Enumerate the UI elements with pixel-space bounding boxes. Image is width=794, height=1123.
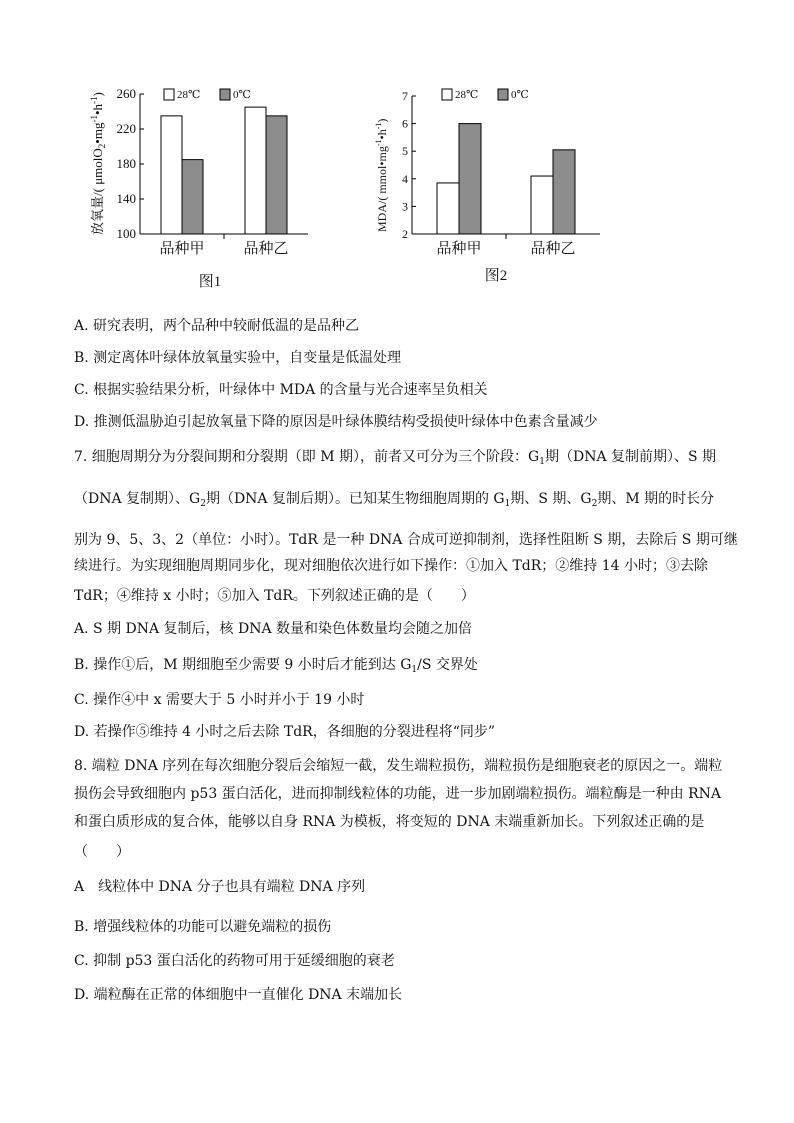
fig1-y-tick-label: 100 <box>116 226 136 241</box>
q7-stem-line-1: 7. 细胞周期分为分裂间期和分裂期（即 M 期），前者又可分为三个阶段：$G_1$期（DNA 复制前期）、S 期 <box>74 449 717 467</box>
q8-stem-line-1: 8. 端粒 DNA 序列在每次细胞分裂后会缩短一截，发生端粒损伤，端粒损伤是细胞衰老的原因之一。端粒 <box>74 758 723 774</box>
q7-stem-line-4: 续进行。为实现细胞周期同步化，现对细胞依次进行如下操作：①加入 TdR；②维持 14 小时；③去除 <box>74 558 709 574</box>
fig2-legend-swatch <box>498 89 508 100</box>
figure-2-svg <box>368 80 618 290</box>
fig2-bar-28c <box>437 183 459 234</box>
figure-1-svg <box>84 80 314 295</box>
fig1-y-tick-label: 180 <box>116 156 136 171</box>
figure-2-ylabel: MDA/( $mmol•mg^{-1}•h^{-1}$) <box>374 118 389 232</box>
fig2-y-tick-label: 7 <box>402 89 408 103</box>
q6-option-c: C. 根据实验结果分析，叶绿体中 MDA 的含量与光合速率呈负相关 <box>74 382 488 398</box>
figure-1-ylabel: 放氧量/( $\mu molO_2•mg^{-1}•h^{-1}$) <box>89 92 107 235</box>
fig2-category-label: 品种甲 <box>436 241 482 257</box>
q8-stem-line-2: 损伤会导致细胞内 p53 蛋白活化，进而抑制线粒体的功能，进一步加剧端粒损伤。端粒酶是一种由 RNA <box>74 786 722 802</box>
q6-option-b: B. 测定离体叶绿体放氧量实验中，自变量是低温处理 <box>74 350 402 366</box>
fig2-y-tick-label: 3 <box>402 199 408 214</box>
q7-option-a: A. S 期 DNA 复制后，核 DNA 数量和染色体数量均会随之加倍 <box>74 621 473 637</box>
fig1-bar-28c <box>161 116 182 234</box>
q8-option-c: C. 抑制 p53 蛋白活化的药物可用于延缓细胞的衰老 <box>74 953 395 969</box>
q6-option-a: A. 研究表明，两个品种中较耐低温的是品种乙 <box>74 318 360 334</box>
q7-stem-line-3: 别为 9、5、3、2（单位：小时）。TdR 是一种 DNA 合成可逆抑制剂，选择性阻断 S 期，去除后 S 期可继 <box>74 532 738 548</box>
fig1-legend-swatch <box>164 89 174 100</box>
fig1-category-label: 品种乙 <box>243 241 289 257</box>
figure-2-caption: 图2 <box>484 268 508 284</box>
figure-2 <box>368 80 618 290</box>
q7-option-b: B. 操作①后，M 期细胞至少需要 9 小时后才能到达 $G_1/S$ 交界处 <box>74 657 478 675</box>
figure-1 <box>84 80 314 295</box>
q8-option-b: B. 增强线粒体的功能可以避免端粒的损伤 <box>74 919 332 935</box>
fig1-bar-0c <box>182 160 203 234</box>
q8-option-d: D. 端粒酶在正常的体细胞中一直催化 DNA 末端加长 <box>74 987 403 1003</box>
fig2-bar-0c <box>553 150 575 234</box>
fig2-legend-swatch <box>442 89 452 100</box>
fig1-bar-28c <box>245 107 266 234</box>
fig2-legend-label: 0℃ <box>511 89 529 101</box>
fig2-bar-0c <box>459 124 481 234</box>
q8-option-a: A 线粒体中 DNA 分子也具有端粒 DNA 序列 <box>74 879 366 895</box>
fig2-category-label: 品种乙 <box>530 241 576 257</box>
figure-1-caption: 图1 <box>198 274 222 290</box>
q7-stem-line-2: （DNA 复制期）、$G_2$期（DNA 复制后期）。已知某生物细胞周期的 $G_1$期、S 期、$G_2$期、M 期的时长分 <box>74 491 715 509</box>
fig2-y-tick-label: 2 <box>402 227 408 241</box>
fig1-y-tick-label: 140 <box>116 191 136 206</box>
fig1-category-label: 品种甲 <box>159 241 205 257</box>
q7-option-c: C. 操作④中 x 需要大于 5 小时并小于 19 小时 <box>74 692 365 708</box>
fig1-bar-0c <box>266 116 287 234</box>
fig1-y-tick-label: 260 <box>116 86 136 101</box>
fig2-legend-label: 28℃ <box>455 89 479 101</box>
fig2-y-tick-label: 4 <box>402 171 408 186</box>
fig1-legend-swatch <box>220 89 230 100</box>
q6-option-d: D. 推测低温胁迫引起放氧量下降的原因是叶绿体膜结构受损使叶绿体中色素含量减少 <box>74 414 598 430</box>
fig2-y-tick-label: 6 <box>402 116 408 131</box>
fig1-legend-label: 0℃ <box>233 89 251 101</box>
fig1-legend-label: 28℃ <box>177 89 201 101</box>
q8-stem-line-3: 和蛋白质形成的复合体，能够以自身 RNA 为模板，将变短的 DNA 末端重新加长。下列叙述正确的是 <box>74 814 705 830</box>
q7-option-d: D. 若操作⑤维持 4 小时之后去除 TdR，各细胞的分裂进程将“同步” <box>74 724 496 740</box>
fig2-y-tick-label: 5 <box>402 144 408 159</box>
q8-stem-line-4: （ ） <box>74 844 130 860</box>
fig2-bar-28c <box>531 176 553 234</box>
q7-stem-line-5: TdR；④维持 x 小时；⑤加入 TdR。下列叙述正确的是（ ） <box>74 588 475 604</box>
fig1-y-tick-label: 220 <box>116 121 136 136</box>
